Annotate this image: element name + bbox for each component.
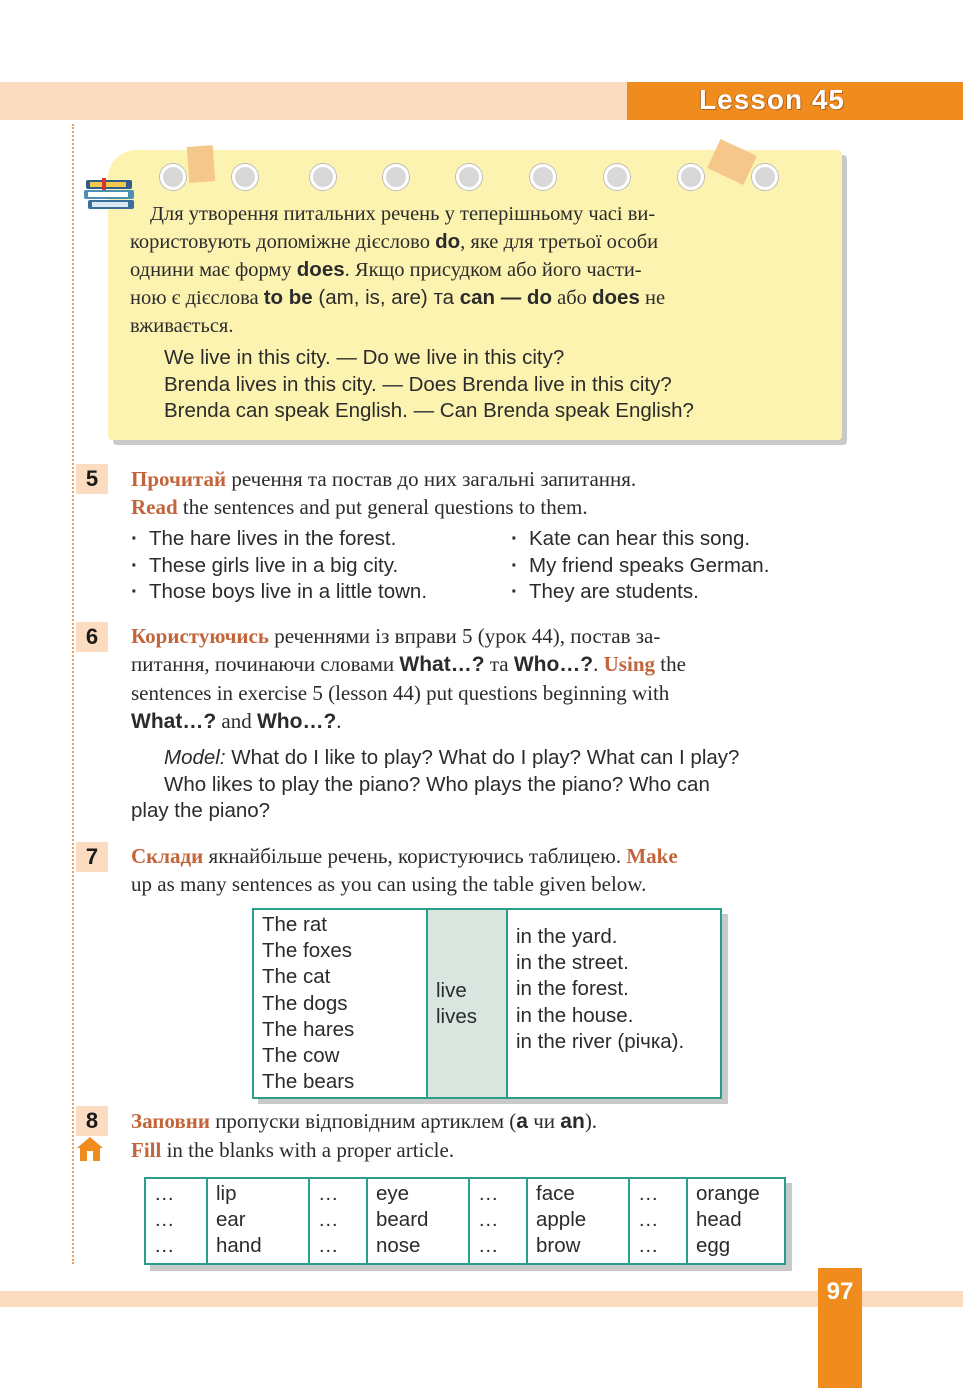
exercise-5-list-right (511, 526, 769, 606)
instruction-line: . (593, 652, 604, 676)
instruction-ua: якнайбільше речень, користуючись таблицею. (203, 844, 627, 868)
substitution-table (252, 908, 722, 1098)
word: egg (696, 1234, 731, 1258)
keyword-en: Make (626, 844, 678, 868)
example-sentence: Brenda lives in this city. — Does Brenda live in this city? (164, 372, 672, 396)
list-item: · Those boys live in a little town. (131, 579, 427, 606)
keyword-does: does (592, 286, 640, 309)
tape-strip-left (187, 145, 215, 183)
blank: … (478, 1208, 499, 1232)
subject: The cat (262, 965, 331, 989)
list-item: · They are students. (511, 579, 769, 606)
article-an: an (560, 1110, 585, 1133)
keyword-to-be: to be (263, 286, 313, 309)
keyword-what: What…? (399, 653, 485, 676)
word: orange (696, 1182, 760, 1205)
blank: … (154, 1182, 175, 1205)
keyword-what: What…? (131, 710, 217, 733)
lesson-title: Lesson 45 (699, 84, 845, 115)
keyword-do: do (435, 230, 461, 253)
binder-ring-icon (604, 164, 630, 190)
instruction-ua: чи (527, 1109, 561, 1133)
note-line: не (639, 287, 666, 309)
blank: … (638, 1182, 659, 1205)
subject: The foxes (262, 939, 353, 963)
word-cell (367, 1178, 469, 1264)
binder-ring-icon (160, 164, 186, 190)
instruction-line: реченнями із вправи 5 (урок 44), постав за- (268, 624, 661, 648)
subjects-cell (253, 909, 427, 1098)
binder-ring-icon (530, 164, 556, 190)
keyword-does: does (296, 258, 345, 281)
verb: live (436, 978, 467, 1002)
blank: … (318, 1182, 339, 1205)
blank-cell (469, 1178, 527, 1264)
keyword-can-do: can — do (459, 286, 552, 309)
home-icon (76, 1136, 104, 1162)
keyword-en: Fill (131, 1138, 162, 1162)
blank-cell (145, 1178, 207, 1264)
article-a: a (516, 1110, 528, 1133)
keyword-ua: Користуючись (131, 624, 269, 648)
list-item: · My friend speaks German. (511, 553, 769, 580)
word: beard (376, 1208, 429, 1232)
word: ear (216, 1208, 246, 1232)
binder-ring-icon (232, 164, 258, 190)
blank: … (638, 1234, 659, 1258)
binder-ring-icon (678, 164, 704, 190)
keyword-en: Using (603, 652, 655, 676)
blank-cell (629, 1178, 687, 1264)
exercise-number-8: 8 (76, 1106, 108, 1136)
binder-ring-icon (310, 164, 336, 190)
exercise-number-7: 7 (76, 842, 108, 872)
word: eye (376, 1182, 410, 1205)
blank: … (154, 1208, 175, 1232)
margin-dotted-line (72, 124, 74, 1264)
keyword-who: Who…? (513, 653, 594, 676)
note-line: однини має форму (130, 259, 297, 281)
blank: … (478, 1234, 499, 1258)
subject: The hares (262, 1017, 355, 1041)
word-cell (687, 1178, 785, 1264)
blank: … (318, 1208, 339, 1232)
instruction-ua: ). (584, 1109, 598, 1133)
note-examples (164, 345, 694, 425)
note-line: вживається. (130, 315, 234, 337)
word: face (536, 1182, 575, 1205)
word: brow (536, 1234, 581, 1258)
subject: The bears (262, 1070, 355, 1094)
blank: … (638, 1208, 659, 1232)
exercise-number-5: 5 (76, 464, 108, 494)
keyword-en: Read (131, 495, 178, 519)
example-sentence: Brenda can speak English. — Can Brenda speak English? (164, 399, 694, 422)
note-line: або (551, 287, 592, 309)
list-item: · Kate can hear this song. (511, 526, 769, 553)
place: in the river (річка). (516, 1029, 685, 1053)
exercise-number-6: 6 (76, 622, 108, 652)
blank-cell (309, 1178, 367, 1264)
instruction-line: and (216, 709, 257, 733)
binder-ring-icon (456, 164, 482, 190)
word-cell (527, 1178, 629, 1264)
word: nose (376, 1234, 421, 1258)
exercise-7-instruction (131, 842, 839, 898)
grammar-note-text (130, 200, 820, 340)
exercise-6-model (131, 745, 839, 825)
note-line: ною є дієслова (130, 287, 264, 309)
exercise-8-instruction (131, 1107, 839, 1164)
binder-ring-icon (752, 164, 778, 190)
verbs-cell (427, 909, 507, 1098)
note-line: . Якщо присудком або його части- (344, 259, 642, 281)
word: head (696, 1208, 742, 1232)
binder-ring-icon (383, 164, 409, 190)
blank: … (154, 1234, 175, 1258)
note-line: , яке для третьої особи (460, 231, 659, 253)
instruction-line: питання, починаючи словами (131, 652, 400, 676)
list-item: · The hare lives in the forest. (131, 526, 427, 553)
instruction-line: sentences in exercise 5 (lesson 44) put questions beginning with (131, 681, 670, 705)
blank: … (318, 1234, 339, 1258)
model-line: What do I like to play? What do I play? What can I play? (225, 746, 740, 769)
page-number: 97 (826, 1278, 854, 1305)
verb: lives (436, 1004, 478, 1028)
word-cell (207, 1178, 309, 1264)
exercise-6-instruction (131, 622, 839, 736)
model-line: Who likes to play the piano? Who plays the piano? Who can (164, 772, 710, 796)
list-item: · These girls live in a big city. (131, 553, 427, 580)
place: in the street. (516, 951, 629, 975)
instruction-en: the sentences and put general questions to them. (177, 495, 588, 519)
model-line: play the piano? (131, 799, 271, 822)
place: in the house. (516, 1003, 634, 1027)
places-cell (507, 909, 721, 1098)
place: in the forest. (516, 977, 629, 1001)
instruction-en: in the blanks with a proper article. (161, 1138, 455, 1162)
instruction-line: . (336, 709, 342, 733)
instruction-en: up as many sentences as you can using the table given below. (131, 872, 647, 896)
blank: … (478, 1182, 499, 1205)
exercise-5-list-left (131, 526, 427, 606)
instruction-line: та (484, 652, 514, 676)
note-line: (am, is, are) та (312, 286, 460, 309)
place: in the yard. (516, 925, 618, 948)
word: lip (216, 1182, 237, 1205)
keyword-who: Who…? (256, 710, 337, 733)
instruction-line: the (655, 652, 686, 676)
subject: The rat (262, 913, 327, 936)
instruction-ua: речення та постав до них загальні запитання. (226, 467, 637, 491)
note-line: користовують допоміжне дієслово (130, 231, 436, 253)
example-sentence: We live in this city. — Do we live in this city? (164, 346, 565, 369)
note-line: Для утворення питальних речень у теперішньому часі ви- (150, 203, 656, 225)
word: apple (536, 1208, 587, 1232)
keyword-ua: Заповни (131, 1109, 210, 1133)
instruction-ua: пропуски відповідним артиклем ( (209, 1109, 517, 1133)
model-label: Model: (164, 746, 226, 769)
articles-table (144, 1177, 786, 1265)
subject: The cow (262, 1044, 340, 1068)
keyword-ua: Прочитай (131, 467, 227, 491)
word: hand (216, 1234, 262, 1258)
keyword-ua: Склади (131, 844, 204, 868)
subject: The dogs (262, 991, 348, 1015)
exercise-5-instruction (131, 465, 839, 521)
